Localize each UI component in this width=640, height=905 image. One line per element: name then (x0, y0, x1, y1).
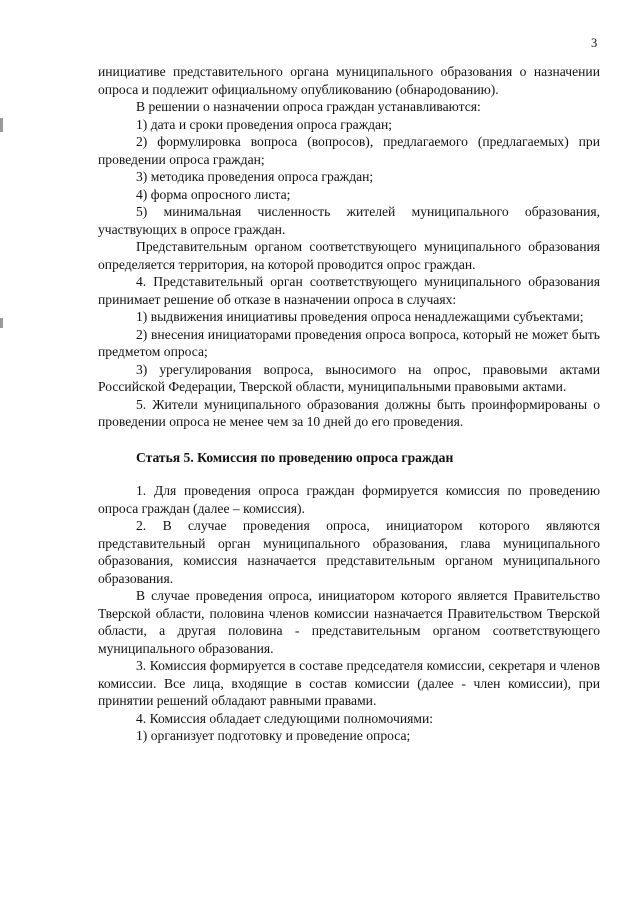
document-body (98, 63, 600, 745)
paragraph-refusal: 4. Представительный орган соответствующего муниципального образования принимает решение об отказе в назначении опроса в случаях: (98, 274, 600, 307)
paragraph-commission-formation: 1. Для проведения опроса граждан формируется комиссия по проведению опроса граждан (далее – комиссия). (98, 483, 600, 516)
list-item: 4) форма опросного листа; (136, 186, 291, 202)
paragraph-government-initiative: В случае проведения опроса, инициатором которого является Правительство Тверской области, половина членов комиссии назначается Правительством Тверской области, а другая половина - представительным органом соответствующего муниципального образования. (98, 588, 600, 656)
paragraph-commission-appointment: 2. В случае проведения опроса, инициатором которого являются представительный орган муниципального образования, глава муниципального образования, комиссия назначается представительным органом муниципального образования. (98, 518, 600, 586)
list-item: 3) урегулирования вопроса, выносимого на опрос, правовыми актами Российской Федерации, Тверской области, муниципальными правовыми актами. (98, 361, 600, 394)
list-item: 2) формулировка вопроса (вопросов), предлагаемого (предлагаемых) при проведении опроса граждан; (98, 134, 600, 167)
list-item: 1) организует подготовку и проведение опроса; (136, 728, 411, 743)
paragraph-notification: 5. Жители муниципального образования должны быть проинформированы о проведении опроса не менее чем за 10 дней до его проведения. (98, 396, 600, 429)
scan-edge-mark (0, 318, 3, 328)
page-number: 3 (591, 36, 598, 50)
scan-edge-mark (0, 118, 3, 132)
paragraph-commission-powers: 4. Комиссия обладает следующими полномочиями: (136, 710, 434, 726)
list-item: 1) дата и сроки проведения опроса граждан; (136, 116, 393, 132)
paragraph-continuation: инициативе представительного органа муниципального образования о назначении опроса и подлежит официальному опубликованию (обнародованию). (98, 64, 600, 97)
paragraph-commission-composition: 3. Комиссия формируется в составе председателя комиссии, секретаря и членов комиссии. Все лица, входящие в состав комиссии (далее - член комиссии), при принятии решений обладают равными правами. (98, 658, 600, 708)
paragraph-territory: Представительным органом соответствующего муниципального образования определяется территория, на которой проводится опрос граждан. (98, 239, 600, 272)
paragraph-decision-contents: В решении о назначении опроса граждан устанавливаются: (136, 99, 481, 114)
list-item: 5) минимальная численность жителей муниципального образования, участвующих в опросе граждан. (98, 204, 600, 237)
article-heading: Статья 5. Комиссия по проведению опроса граждан (136, 449, 454, 465)
list-item: 1) выдвижения инициативы проведения опроса ненадлежащими субъектами; (136, 309, 584, 324)
list-item: 2) внесения инициаторами проведения опроса вопроса, который не может быть предметом опроса; (98, 326, 600, 359)
list-item: 3) методика проведения опроса граждан; (136, 169, 374, 184)
